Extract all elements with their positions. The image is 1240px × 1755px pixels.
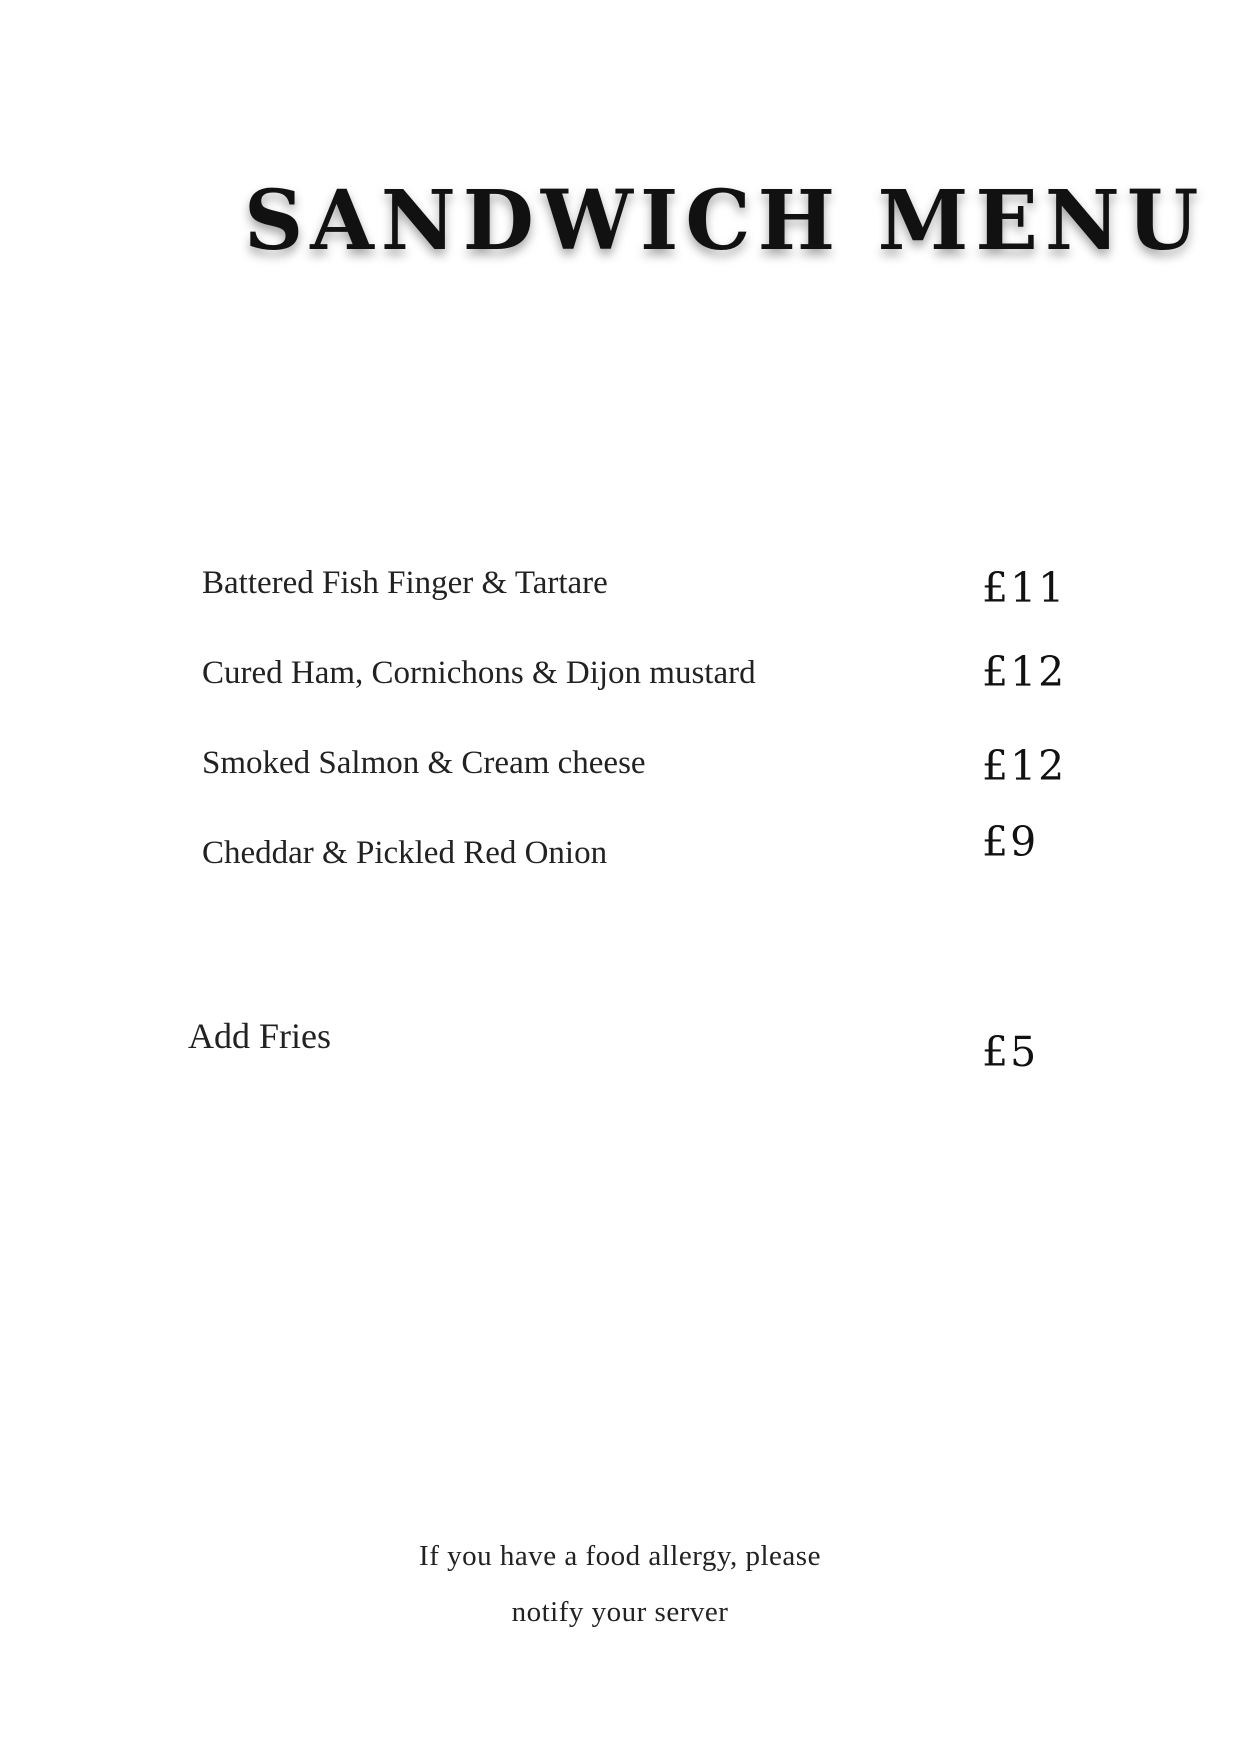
allergy-notice-line-2: notify your server — [511, 1596, 729, 1628]
menu-item-price: £11 — [982, 564, 1067, 612]
menu-item-name: Smoked Salmon & Cream cheese — [202, 745, 646, 781]
menu-item-name: Cured Ham, Cornichons & Dijon mustard — [202, 655, 756, 691]
add-fries-price: £5 — [982, 1028, 1039, 1076]
menu-title: SANDWICH MENU — [244, 173, 1206, 269]
add-fries-label: Add Fries — [188, 1016, 331, 1056]
allergy-notice — [0, 1528, 1240, 1640]
menu-item-name: Battered Fish Finger & Tartare — [202, 565, 608, 601]
menu-item-name: Cheddar & Pickled Red Onion — [202, 835, 608, 871]
menu-item-price: £9 — [982, 818, 1039, 866]
menu-item-price: £12 — [982, 648, 1067, 696]
menu-item-price: £12 — [982, 742, 1067, 790]
allergy-notice-line-1: If you have a food allergy, please — [419, 1540, 821, 1572]
